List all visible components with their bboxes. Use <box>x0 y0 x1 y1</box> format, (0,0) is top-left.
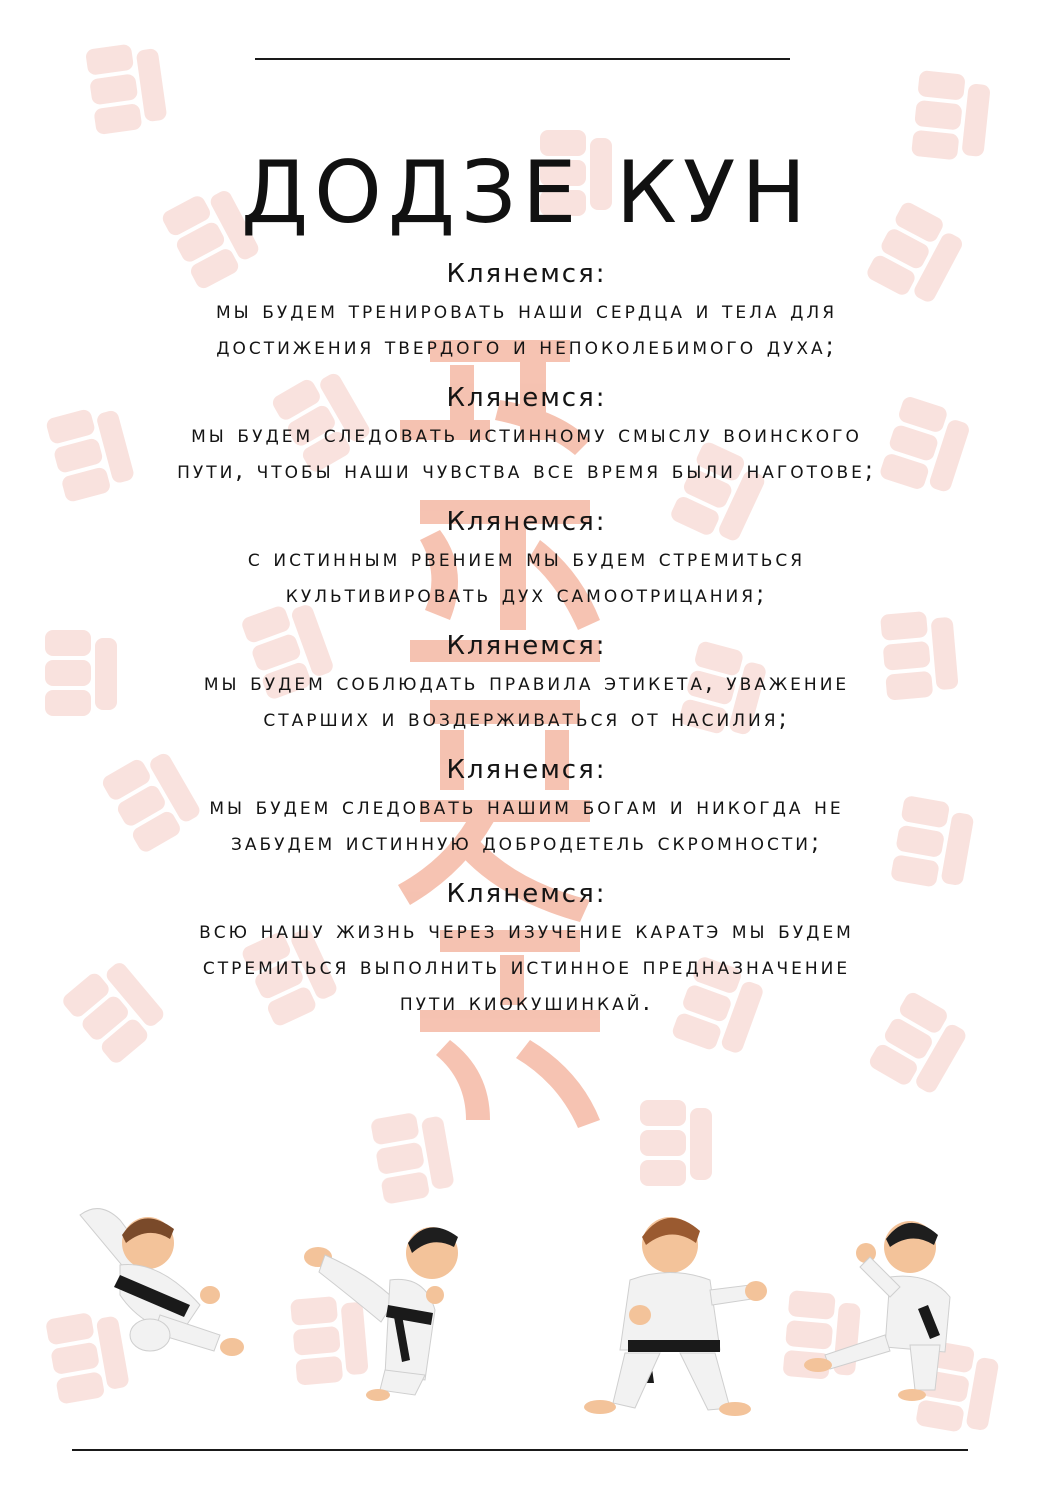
oath-line: мы будем следовать истинному смыслу воинского <box>191 420 862 448</box>
oath-heading: Клянемся: <box>446 879 607 909</box>
oath-line: пути киокушинкай. <box>399 988 654 1016</box>
karateka-figure <box>290 1195 490 1405</box>
oath-line: достижения твердого и непоколебимого духа; <box>216 332 837 360</box>
oath-line: мы будем тренировать наши сердца и тела для <box>215 296 838 324</box>
oath-line: культивировать дух самоотрицания; <box>285 580 768 608</box>
karateka-illustrations <box>0 1195 1053 1425</box>
oath-heading: Клянемся: <box>446 507 607 537</box>
oath-item <box>40 752 1013 860</box>
oath-line: старших и воздерживаться от насилия; <box>263 704 790 732</box>
bottom-divider <box>72 1449 968 1451</box>
oath-item <box>40 380 1013 488</box>
page-title: ДОДЗЕ КУН <box>240 142 812 243</box>
oath-line: забудем истинную добродетель скромности; <box>230 828 823 856</box>
top-divider <box>255 58 790 60</box>
oath-heading: Клянемся: <box>446 631 607 661</box>
oath-item <box>40 504 1013 612</box>
oath-line: стремиться выполнить истинное предназначение <box>202 952 851 980</box>
oath-line: мы будем следовать нашим богам и никогда не <box>209 792 844 820</box>
karateka-figure <box>800 1195 1000 1405</box>
oath-line: мы будем соблюдать правила этикета, уважение <box>203 668 850 696</box>
oath-item <box>40 628 1013 736</box>
oath-line: всю нашу жизнь через изучение каратэ мы будем <box>199 916 854 944</box>
oath-item <box>40 256 1013 364</box>
karateka-figure <box>570 1195 770 1425</box>
oath-heading: Клянемся: <box>446 259 607 289</box>
oath-line: пути, чтобы наши чувства все время были наготове; <box>177 456 876 484</box>
oath-heading: Клянемся: <box>446 383 607 413</box>
oath-list <box>40 256 1013 1036</box>
oath-item <box>40 876 1013 1020</box>
karateka-figure <box>60 1195 260 1375</box>
oath-line: с истинным рвением мы будем стремиться <box>247 544 806 572</box>
oath-heading: Клянемся: <box>446 755 607 785</box>
